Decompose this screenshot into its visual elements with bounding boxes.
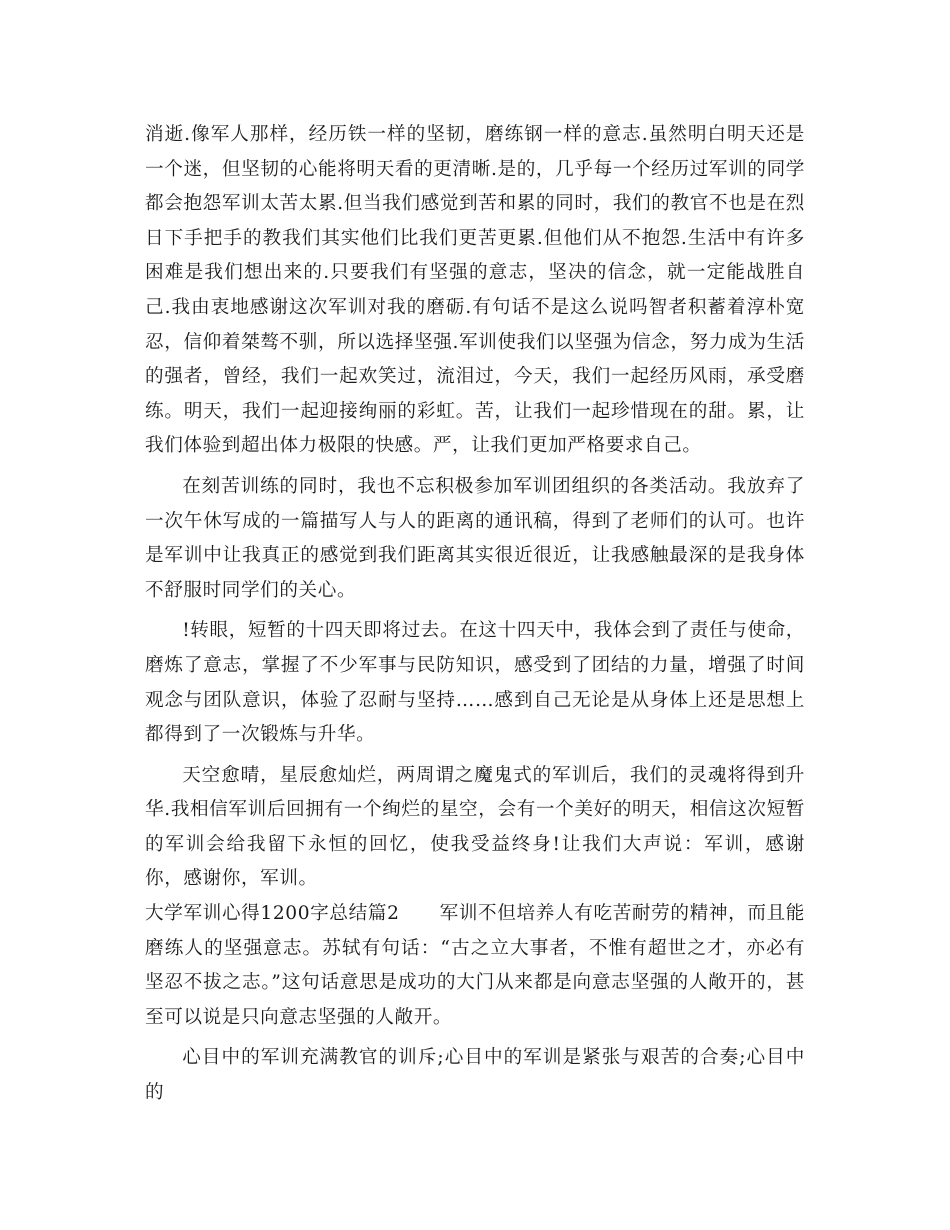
paragraph-5-body: 军训不但培养人有吃苦耐劳的精神，而且能磨练人的坚强意志。苏轼有句话：“古之立大事者，不惟有超世之才，亦必有坚忍不拔之志。”这句话意思是成功的大门从来都是向意志坚强的人敞开的，甚至可以说是只向意志坚强的人敞开。	[145, 903, 806, 1028]
document-body	[145, 118, 805, 1111]
paragraph-5	[145, 897, 805, 1035]
paragraph-4: 天空愈晴，星辰愈灿烂，两周谓之魔鬼式的军训后，我们的灵魂将得到升华.我相信军训后回拥有一个绚烂的星空，会有一个美好的明天，相信这次短暂的军训会给我留下永恒的回忆，使我受益终身!让我们大声说：军训，感谢你，感谢你，军训。	[145, 764, 805, 890]
paragraph-1: 消逝.像军人那样，经历铁一样的坚韧，磨练钢一样的意志.虽然明白明天还是一个迷，但坚韧的心能将明天看的更清晰.是的，几乎每一个经历过军训的同学都会抱怨军训太苦太累.但当我们感觉到苦和累的同时，我们的教官不也是在烈日下手把手的教我们其实他们比我们更苦更累.但他们从不抱怨.生活中有许多困难是我们想出来的.只要我们有坚强的意志，坚决的信念，就一定能战胜自己.我由衷地感谢这次军训对我的磨砺.有句话不是这么说吗智者积蓄着淳朴宽忍，信仰着桀骜不驯，所以选择坚强.军训使我们以坚强为信念，努力成为生活的强者，曾经，我们一起欢笑过，流泪过，今天，我们一起经历风雨，承受磨练。明天，我们一起迎接绚丽的彩虹。苦，让我们一起珍惜现在的甜。累，让我们体验到超出体力极限的快感。严，让我们更加严格要求自己。	[145, 124, 805, 457]
paragraph-2: 在刻苦训练的同时，我也不忘积极参加军训团组织的各类活动。我放弃了一次午休写成的一篇描写人与人的距离的通讯稿，得到了老师们的认可。也许是军训中让我真正的感觉到我们距离其实很近很近，让我感触最深的是我身体不舒服时同学们的关心。	[145, 475, 805, 601]
section-heading: 大学军训心得1200字总结篇2	[145, 903, 400, 925]
paragraph-6: 心目中的军训充满教官的训斥;心目中的军训是紧张与艰苦的合奏;心目中的	[145, 1047, 805, 1104]
paragraph-3: !转眼，短暂的十四天即将过去。在这十四天中，我体会到了责任与使命，磨炼了意志，掌握了不少军事与民防知识，感受到了团结的力量，增强了时间观念与团队意识，体验了忍耐与坚持……感到自己无论是从身体上还是思想上都得到了一次锻炼与升华。	[145, 620, 805, 746]
